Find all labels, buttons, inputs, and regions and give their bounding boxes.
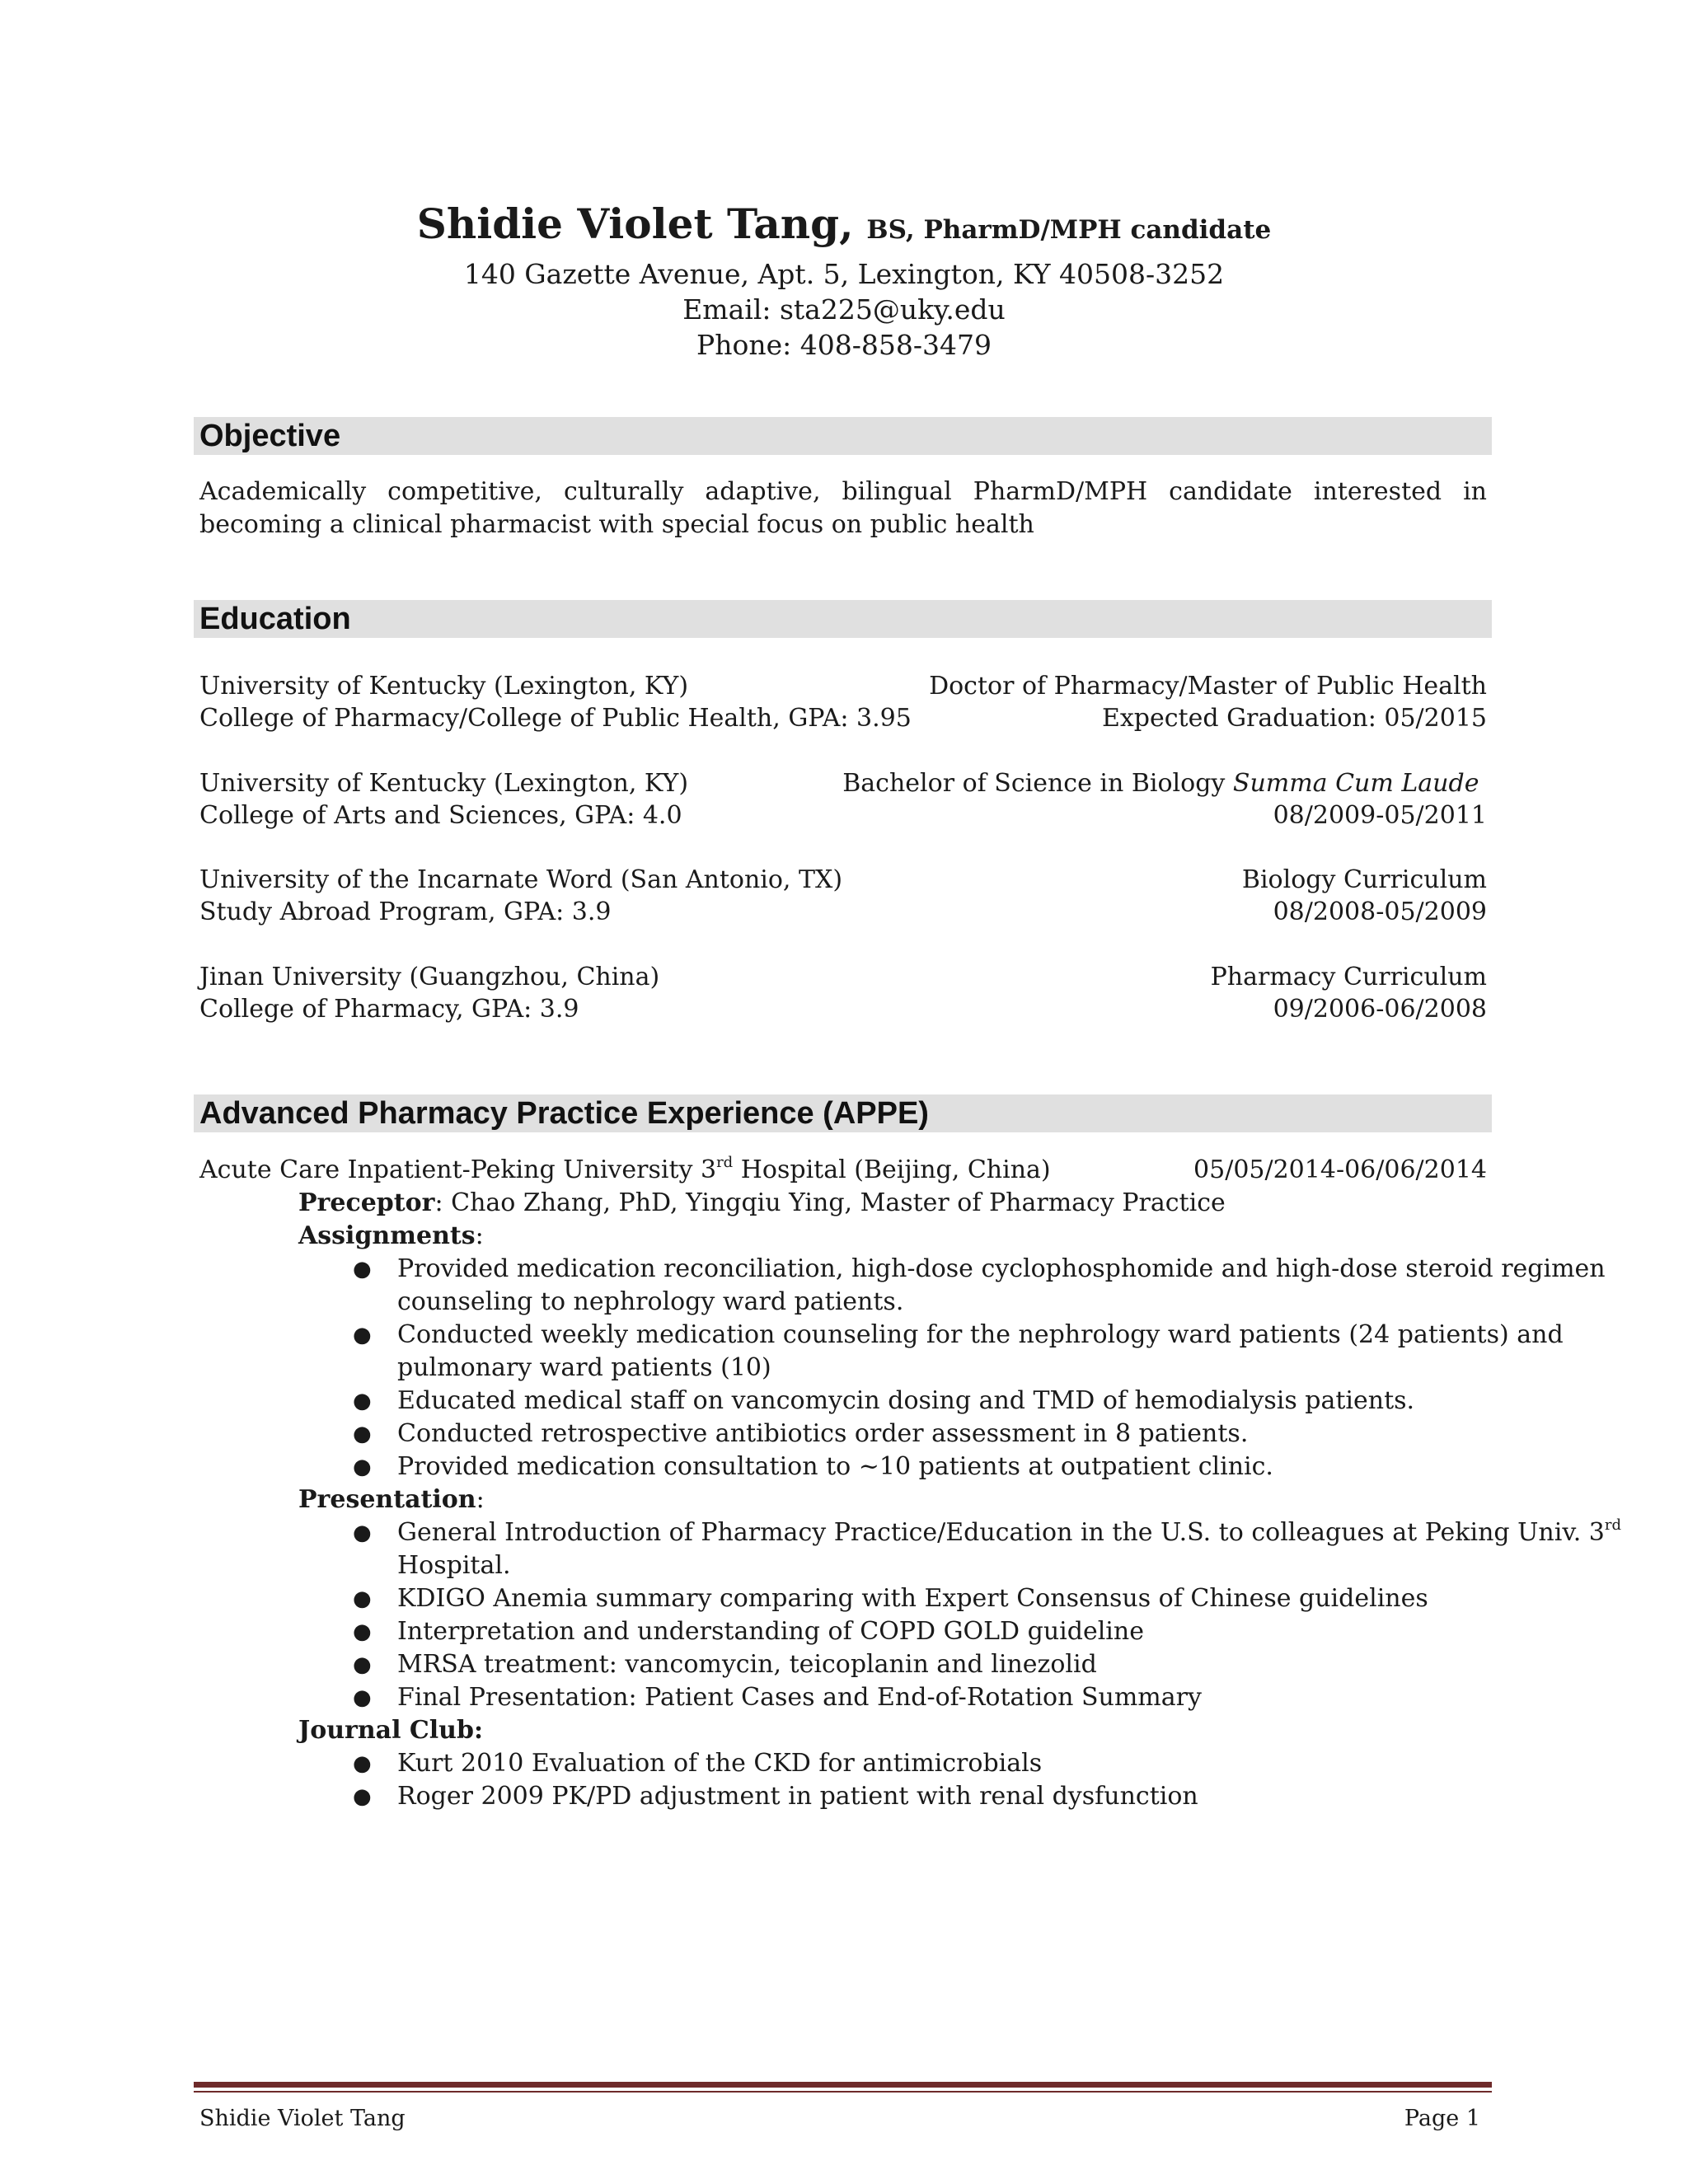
objective-section-header: [194, 417, 1492, 455]
address: 140 Gazette Avenue, Apt. 5, Lexington, KY 40508-3252: [463, 258, 1225, 290]
list-item-text: Kurt 2010 Evaluation of the CKD for antimicrobials: [397, 1749, 1043, 1778]
preceptor-line: [298, 1187, 1493, 1220]
education-entry: [199, 670, 1487, 734]
list-item: [298, 1780, 1642, 1813]
presentation-list: [298, 1516, 1622, 1714]
list-item: [298, 1418, 1642, 1451]
list-item-text: Interpretation and understanding of COPD GOLD guideline: [397, 1617, 1144, 1646]
footer-divider: [194, 2091, 1492, 2093]
list-item-text: Conducted weekly medication counseling for the nephrology ward patients (24 patients) and pulmonary ward patients (10): [397, 1320, 1564, 1382]
education-entry: [199, 767, 1487, 832]
assignments-list: [298, 1253, 1606, 1483]
list-item: [298, 1681, 1642, 1714]
list-item-text: Hospital.: [397, 1551, 511, 1580]
appe-site: [199, 1154, 1051, 1187]
list-item-text: Final Presentation: Patient Cases and End-of-Rotation Summary: [397, 1683, 1202, 1712]
list-item-text: Roger 2009 PK/PD adjustment in patient with renal dysfunction: [397, 1782, 1198, 1811]
date: 08/2008-05/2009: [1273, 898, 1487, 926]
college: College of Pharmacy/College of Public Health, GPA: 3.95: [199, 704, 912, 733]
ordinal-suffix: rd: [1604, 1516, 1622, 1534]
degree: Bachelor of Science in Biology: [842, 769, 1226, 798]
degree: Doctor of Pharmacy/Master of Public Health: [929, 672, 1487, 701]
list-item-text: Conducted retrospective antibiotics order assessment in 8 patients.: [397, 1419, 1249, 1448]
candidate-credentials: BS, PharmD/MPH candidate: [866, 215, 1272, 245]
presentation-line: Presentation:: [298, 1485, 485, 1514]
bullet-icon: ●: [353, 1455, 372, 1479]
bullet-icon: ●: [353, 1685, 372, 1710]
email: Email: sta225@uky.edu: [682, 293, 1006, 326]
list-item: [298, 1648, 1642, 1681]
footer-divider: [194, 2082, 1492, 2088]
resume-header: [0, 198, 1688, 363]
bullet-icon: ●: [353, 1257, 372, 1282]
phone: Phone: 408-858-3479: [696, 329, 992, 361]
journal-club-line: [298, 1714, 1493, 1747]
date: Expected Graduation: 05/2015: [1101, 704, 1487, 733]
date: 08/2009-05/2011: [1273, 801, 1487, 830]
list-item-text: MRSA treatment: vancomycin, teicoplanin and linezolid: [397, 1650, 1097, 1679]
list-item: [298, 1516, 1642, 1582]
presentation-label: Presentation: [298, 1485, 476, 1514]
education-entry: [199, 961, 1487, 1025]
education-heading: Education: [199, 602, 351, 636]
list-item-text: General Introduction of Pharmacy Practice/Education in the U.S. to colleagues at Peking Univ. 3: [397, 1518, 1605, 1547]
appe-site-line: [199, 1154, 1487, 1187]
appe-dates: 05/05/2014-06/06/2014: [1193, 1155, 1487, 1184]
candidate-name: Shidie Violet Tang,: [416, 199, 854, 248]
bullet-icon: ●: [353, 1389, 372, 1413]
journal-club-label: Journal Club:: [298, 1716, 484, 1745]
appe-site-location: Hospital (Beijing, China): [733, 1155, 1051, 1184]
list-item: [298, 1385, 1642, 1418]
ordinal-suffix: rd: [716, 1154, 734, 1171]
list-item: [298, 1319, 1642, 1385]
school: University of Kentucky (Lexington, KY): [199, 672, 689, 701]
page-number: Page 1: [1404, 2106, 1480, 2131]
list-item-text: Provided medication reconciliation, high-dose cyclophosphomide and high-dose steroid regimen counseling to nephrology ward patients.: [397, 1254, 1606, 1316]
appe-section-header: [194, 1094, 1492, 1132]
appe-site-name: Acute Care Inpatient-Peking University 3: [199, 1155, 717, 1184]
preceptor-label: Preceptor: [298, 1188, 435, 1217]
list-item: [298, 1451, 1642, 1483]
degree: Pharmacy Curriculum: [1210, 963, 1487, 991]
objective-text: Academically competitive, culturally adaptive, bilingual PharmD/MPH candidate interested in becoming a clinical pharmacist with special focus on public health: [199, 477, 1487, 539]
bullet-icon: ●: [353, 1521, 372, 1545]
preceptor-text: : Chao Zhang, PhD, Yingqiu Ying, Master of Pharmacy Practice: [434, 1188, 1226, 1217]
list-item-text: KDIGO Anemia summary comparing with Expert Consensus of Chinese guidelines: [397, 1584, 1428, 1613]
appe-heading: Advanced Pharmacy Practice Experience (APPE): [199, 1096, 929, 1131]
name-line: [0, 198, 1688, 256]
school: University of the Incarnate Word (San Antonio, TX): [199, 865, 843, 894]
assignments-label: Assignments: [298, 1221, 476, 1250]
bullet-icon: ●: [353, 1586, 372, 1611]
education-entry: [199, 864, 1487, 928]
appe-details: [298, 1187, 1622, 1813]
date: 09/2006-06/2008: [1273, 995, 1487, 1024]
list-item: [298, 1253, 1642, 1319]
degree: Biology Curriculum: [1241, 865, 1487, 894]
bullet-icon: ●: [353, 1751, 372, 1776]
journal-club-list: [298, 1747, 1493, 1813]
education-section-header: [194, 600, 1492, 638]
college: College of Pharmacy, GPA: 3.9: [199, 995, 579, 1024]
assignments-line: Assignments:: [298, 1221, 484, 1250]
bullet-icon: ●: [353, 1422, 372, 1446]
college: College of Arts and Sciences, GPA: 4.0: [199, 801, 682, 830]
list-item-text: Educated medical staff on vancomycin dosing and TMD of hemodialysis patients.: [397, 1386, 1415, 1415]
objective-heading: Objective: [199, 419, 341, 453]
list-item: [298, 1615, 1642, 1648]
bullet-icon: ●: [353, 1652, 372, 1677]
honor: Summa Cum Laude: [1232, 769, 1479, 798]
list-item: [298, 1582, 1642, 1615]
bullet-icon: ●: [353, 1784, 372, 1809]
school: University of Kentucky (Lexington, KY): [199, 769, 689, 798]
school: Jinan University (Guangzhou, China): [199, 963, 660, 991]
footer-name: Shidie Violet Tang: [199, 2106, 406, 2131]
list-item: [298, 1747, 1642, 1780]
bullet-icon: ●: [353, 1619, 372, 1644]
college: Study Abroad Program, GPA: 3.9: [199, 898, 612, 926]
bullet-icon: ●: [353, 1323, 372, 1347]
degree-with-honor: [842, 767, 1487, 799]
list-item-text: Provided medication consultation to ~10 patients at outpatient clinic.: [397, 1452, 1273, 1481]
